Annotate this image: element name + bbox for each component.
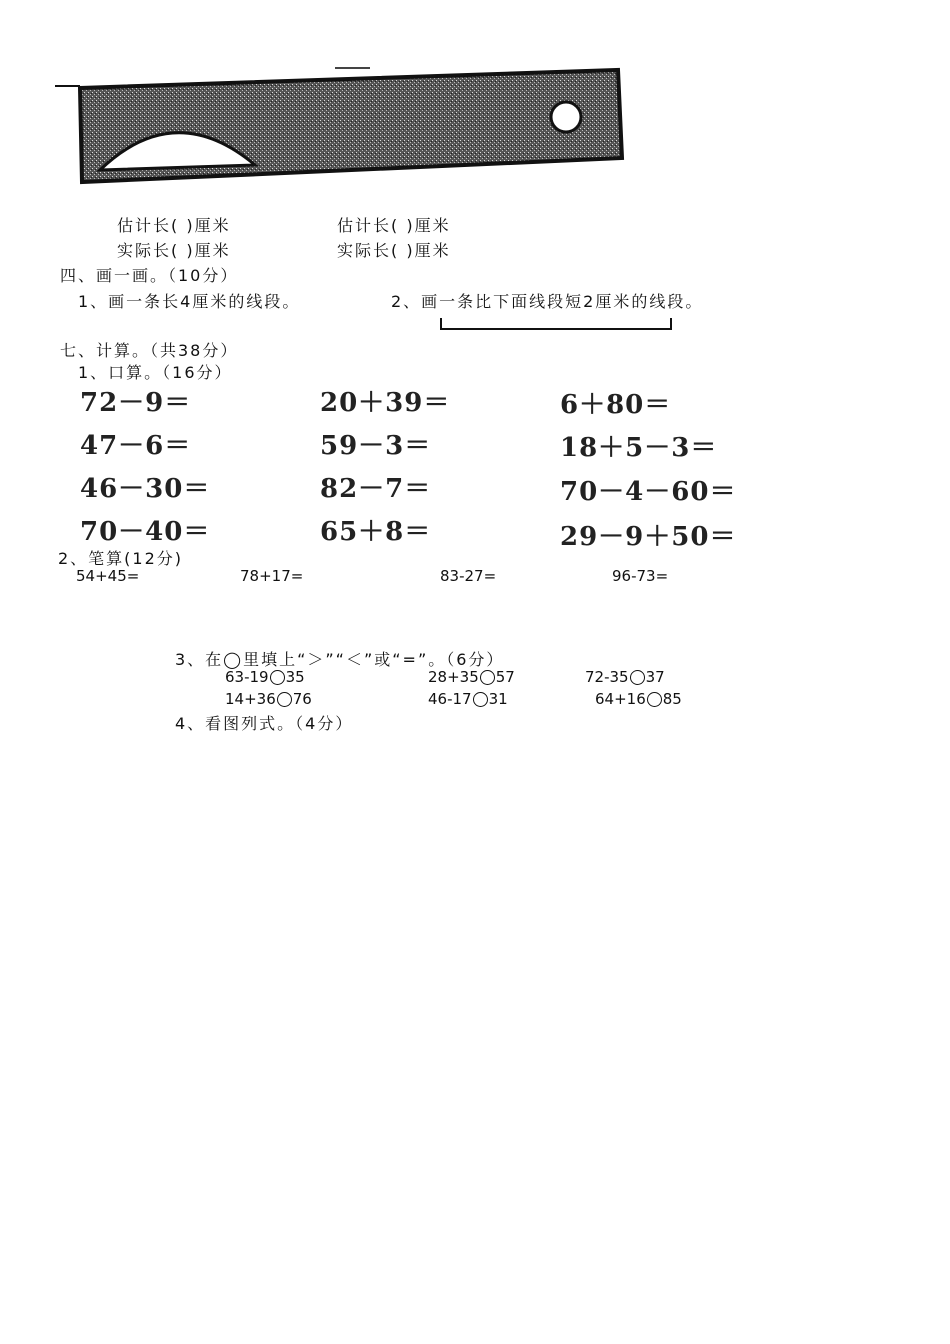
oral-problem: 18＋5－3＝ [560, 433, 718, 463]
compare-problem: 46-17 31 [428, 690, 508, 708]
shaded-ruler-illustration [0, 0, 950, 200]
written-problem: 96-73= [612, 567, 669, 585]
oral-problem: 70－40＝ [80, 517, 211, 547]
answer-circle[interactable] [647, 692, 662, 707]
answer-circle[interactable] [277, 692, 292, 707]
oral-problem: 6＋80＝ [560, 390, 672, 420]
compare-problem: 28+35 57 [428, 668, 515, 686]
written-problem: 54+45= [76, 567, 140, 585]
oral-problem: 20＋39＝ [320, 388, 451, 418]
written-problem: 83-27= [440, 567, 497, 585]
oral-problem: 72－9＝ [80, 388, 192, 418]
compare-problem: 64+16 85 [595, 690, 682, 708]
oral-problem: 46－30＝ [80, 474, 211, 504]
compare-title: 3、在◯里填上“＞”“＜”或“=”。（6分） [175, 650, 505, 669]
draw-question-1: 1、画一条长4厘米的线段。 [78, 292, 301, 311]
written-calc-title: 2、笔算(12分) [58, 549, 184, 568]
picture-equation-title: 4、看图列式。（4分） [175, 714, 354, 733]
answer-circle[interactable] [270, 670, 285, 685]
draw-question-2: 2、画一条比下面线段短2厘米的线段。 [391, 292, 704, 311]
oral-problem: 65＋8＝ [320, 517, 432, 547]
compare-problem: 72-35 37 [585, 668, 665, 686]
actual-length-right: 实际长( )厘米 [337, 241, 451, 260]
compare-problem: 14+36 76 [225, 690, 312, 708]
oral-problem: 70－4－60＝ [560, 477, 737, 507]
oral-problem: 29－9＋50＝ [560, 522, 737, 552]
written-problem: 78+17= [240, 567, 304, 585]
section7-title: 七、计算。（共38分） [60, 341, 239, 360]
estimate-length-right: 估计长( )厘米 [337, 216, 451, 235]
compare-problem: 63-19 35 [225, 668, 305, 686]
actual-length-left: 实际长( )厘米 [117, 241, 231, 260]
oral-problem: 47－6＝ [80, 431, 192, 461]
answer-circle[interactable] [480, 670, 495, 685]
answer-circle[interactable] [473, 692, 488, 707]
oral-problem: 82－7＝ [320, 474, 432, 504]
answer-circle[interactable] [630, 670, 645, 685]
oral-calc-title: 1、口算。（16分） [78, 363, 233, 382]
estimate-length-left: 估计长( )厘米 [117, 216, 231, 235]
oral-problem: 59－3＝ [320, 431, 432, 461]
section4-title: 四、画一画。（10分） [60, 266, 239, 285]
reference-line-segment [440, 318, 672, 330]
